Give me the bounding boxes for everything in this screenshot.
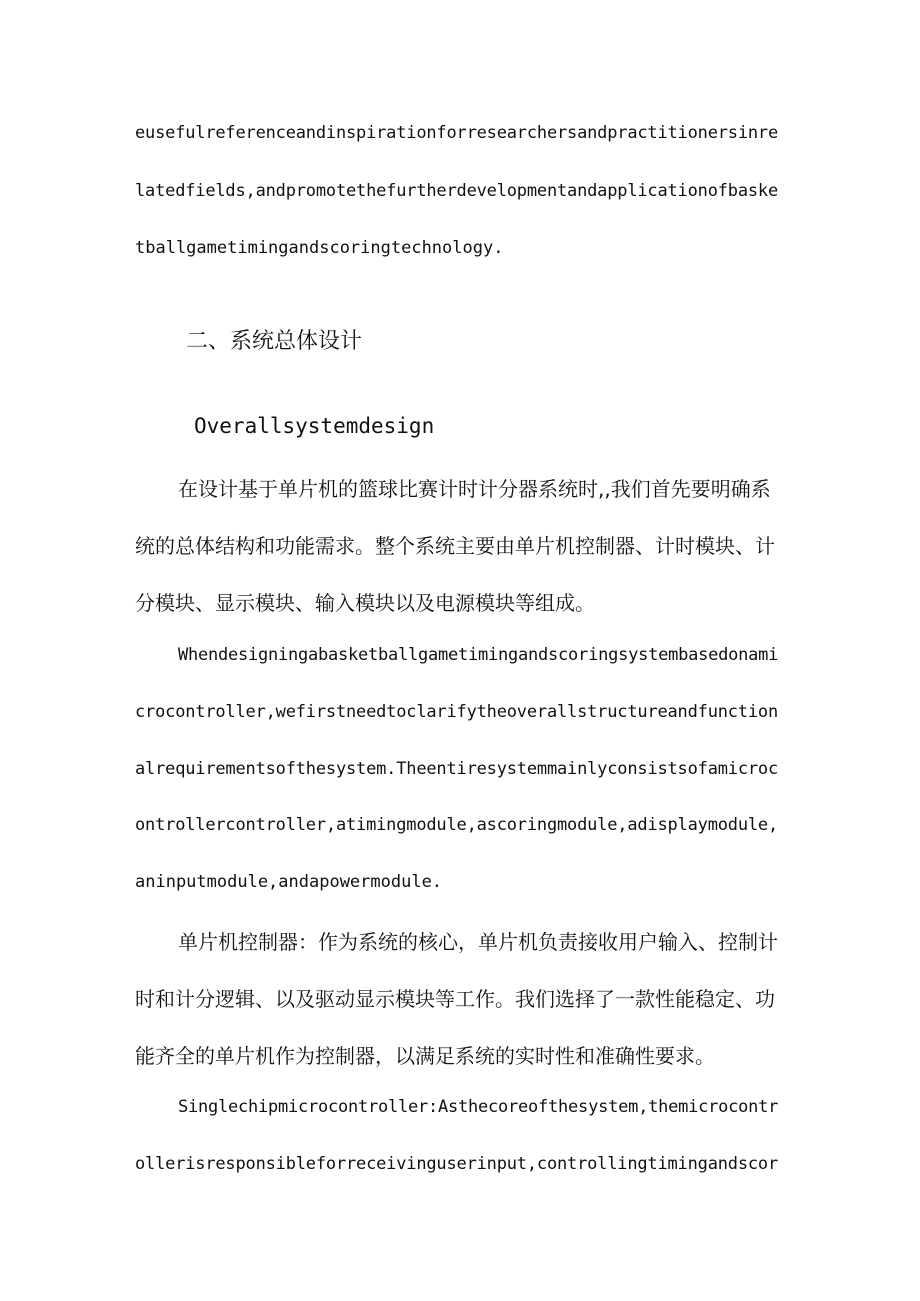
text-line: alrequirementsofthesystem.Theentiresystemmainlyconsistsofamicroc — [135, 759, 779, 779]
text-line: aninputmodule,andapowermodule. — [135, 872, 443, 892]
text-line: 能齐全的单片机作为控制器，以满足系统的实时性和准确性要求。 — [135, 1044, 715, 1068]
text-line: Whendesigningabasketballgametimingandscoringsystembasedonami — [178, 645, 779, 665]
text-line: ontrollercontroller,atimingmodule,ascoringmodule,adisplaymodule, — [135, 815, 779, 835]
text-line: latedfields,andpromotethefurtherdevelopmentandapplicationofbaske — [135, 181, 779, 201]
text-line: crocontroller,wefirstneedtoclarifytheoverallstructureandfunction — [135, 702, 779, 722]
text-line: 单片机控制器：作为系统的核心，单片机负责接收用户输入、控制计 — [178, 930, 778, 954]
text-line: 在设计基于单片机的篮球比赛计时计分器系统时,,我们首先要明确系 — [178, 477, 771, 501]
text-line: 时和计分逻辑、以及驱动显示模块等工作。我们选择了一款性能稳定、功 — [135, 987, 775, 1011]
text-line: 统的总体结构和功能需求。整个系统主要由单片机控制器、计时模块、计 — [135, 534, 775, 558]
text-line: 分模块、显示模块、输入模块以及电源模块等组成。 — [135, 591, 595, 615]
section-heading: 二、系统总体设计 — [186, 329, 363, 354]
text-line: Singlechipmicrocontroller:Asthecoreofthesystem,themicrocontr — [178, 1097, 779, 1117]
text-line: ollerisresponsibleforreceivinguserinput,controllingtimingandscor — [135, 1154, 779, 1174]
section-subheading: Overallsystemdesign — [194, 414, 435, 438]
text-line: tballgametimingandscoringtechnology. — [135, 238, 504, 258]
text-line: eusefulreferenceandinspirationforresearchersandpractitionersinre — [135, 123, 779, 143]
